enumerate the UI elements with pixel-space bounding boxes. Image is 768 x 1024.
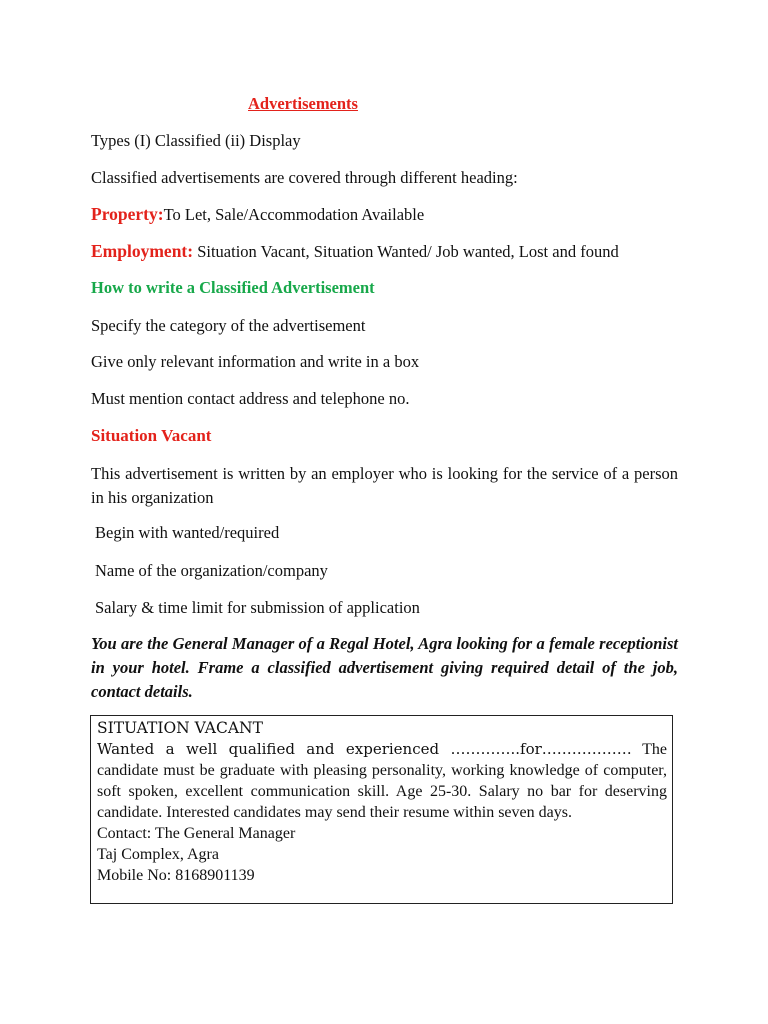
ad-heading: SITUATION VACANT <box>97 719 263 737</box>
property-label: Property: <box>91 204 164 224</box>
situation-vacant-heading: Situation Vacant <box>91 426 212 445</box>
ad-mobile: Mobile No: 8168901139 <box>97 867 255 884</box>
types-line: Types (I) Classified (ii) Display <box>91 131 301 150</box>
howto-heading: How to write a Classified Advertisement <box>91 278 375 297</box>
page-title: Advertisements <box>248 94 358 113</box>
employment-label: Employment: <box>91 241 194 261</box>
employment-text: Situation Vacant, Situation Wanted/ Job wanted, Lost and found <box>197 242 619 261</box>
ad-contact: Contact: The General Manager <box>97 825 296 842</box>
situation-vacant-point: Begin with wanted/required <box>95 523 280 542</box>
ad-body: The candidate must be graduate with pleasing personality, working knowledge of computer, soft spoken, excellent communication skill. Age 25-30. Salary no bar for deserving candidate. Interested candidates may send their resume within seven days. <box>97 741 667 821</box>
situation-vacant-point: Salary & time limit for submission of application <box>95 598 420 617</box>
howto-point: Give only relevant information and write in a box <box>91 352 420 371</box>
employment-line <box>91 240 678 263</box>
situation-vacant-point: Name of the organization/company <box>95 561 328 580</box>
property-line <box>91 203 678 226</box>
howto-point: Specify the category of the advertisement <box>91 316 366 335</box>
property-text: To Let, Sale/Accommodation Available <box>163 205 425 224</box>
ad-body-block <box>97 739 667 823</box>
classified-intro: Classified advertisements are covered through different heading: <box>91 168 518 187</box>
advertisement-box <box>90 715 673 904</box>
ad-lead: Wanted a well qualified and experienced …………..for……………… <box>97 740 632 758</box>
question-text: You are the General Manager of a Regal Hotel, Agra looking for a female receptionist in your hotel. Frame a classified advertisement giving required detail of the job, contact details. <box>91 634 678 701</box>
howto-point: Must mention contact address and telephone no. <box>91 389 410 408</box>
ad-address: Taj Complex, Agra <box>97 846 219 863</box>
situation-vacant-description: This advertisement is written by an employer who is looking for the service of a person in his organization <box>91 464 678 507</box>
